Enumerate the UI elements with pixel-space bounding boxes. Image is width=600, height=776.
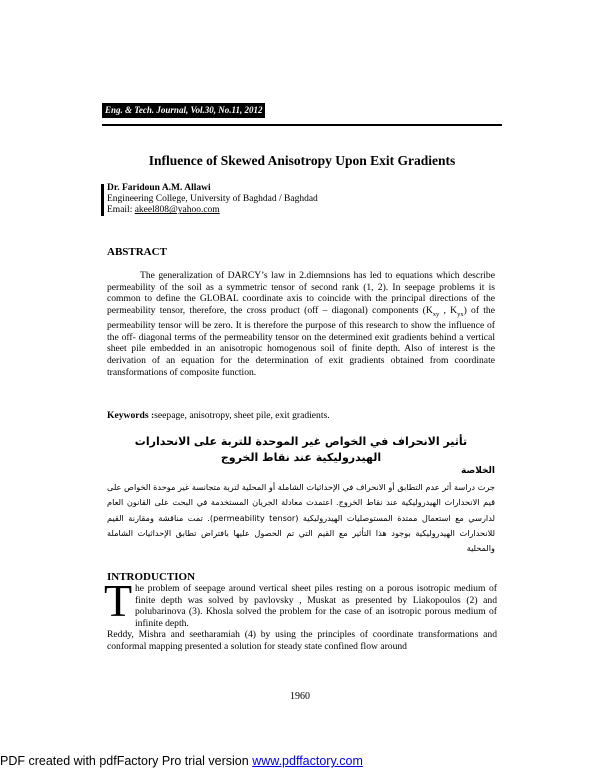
paper-title: Influence of Skewed Anisotropy Upon Exit Gradients — [148, 153, 456, 168]
arabic-title: تأثير الانحراف في الخواص غير الموحدة للتربة على الانحدارات الهيدروليكية عند نقاط الخروج — [134, 435, 468, 464]
abstract-subscript-xy: xy — [432, 310, 440, 318]
abstract-part1: The generalization of DARCY’s law in 2.diemnsions has led to equations which describe permeability of the soil as a symmetric tensor of second rank (1, 2). In seepage problems it is common to define the GLOBAL coordinate axis to coincide with the principal directions of the permeability tensor, therefore, the cross product (off – diagonal) components (K — [107, 270, 495, 316]
author-name: Dr. Faridoun A.M. Allawi — [107, 183, 211, 193]
arabic-abstract-heading: الخلاصة — [461, 466, 495, 476]
email-label: Email: — [107, 205, 133, 216]
author-block — [107, 183, 318, 217]
keywords-line — [107, 410, 497, 421]
abstract-subscript-yx: yx — [457, 310, 464, 318]
page-number: 1960 — [290, 691, 310, 702]
introduction-paragraph-2: Reddy, Mishra and seetharamiah (4) by using the principles of coordinate transformations and conformal mapping presented a solution for steady state confined flow around — [107, 629, 497, 652]
abstract-heading: ABSTRACT — [107, 246, 167, 258]
header-rule — [102, 124, 502, 126]
journal-header-banner: Eng. & Tech. Journal, Vol.30, No.11, 2012 — [102, 103, 265, 118]
footer-text: PDF created with pdfFactory Pro trial version — [0, 754, 253, 768]
keywords-label: Keywords : — [107, 410, 155, 421]
author-marker-bar — [101, 184, 104, 216]
introduction-dropcap: T — [104, 575, 133, 626]
footer-link[interactable]: www.pdffactory.com — [252, 754, 363, 768]
pdf-footer — [0, 754, 363, 768]
keywords-text: seepage, anisotropy, sheet pile, exit gradients. — [154, 410, 330, 421]
abstract-part2: , K — [439, 304, 458, 316]
arabic-abstract-text: جرت دراسة أثر عدم التطابق أو الانحراف في الإحداثيات الشاملة أو المحلية لتربة متجانسة غير موحدة الخواص على قيم الانحدارات الهيدروليكية عند نقاط الخروج. اعتمدت معادلة الجريان المستخدمة في البحث على القانون العام لدارسي مع استعمال ممتدة المستوصليات الهيدروليكية (permeability tensor). تمت مناقشة ومقارنة القيم للانحدارات الهيدروليكية بوجود هذا التأثير مع القيم التي تم الحصول عليها بافتراض تطابق الإحداثيات الشاملة والمحلية — [107, 482, 495, 554]
abstract-part3: ) of the permeability tensor will be zero. It is therefore the purpose of this research to show the influence of the off- diagonal terms of the permeability tensor on the determined exit gradients behind a vertical sheet pile embedded in an anisotropic homogenous soil of finite depth. Also of interest is the derivation of an equation for the determination of exit gradients obtained from coordinate transformations of composite function. — [107, 304, 495, 378]
introduction-paragraph-1: he problem of seepage around vertical sheet piles resting on a porous isotropic medium of finite depth was solved by pavlovsky , Muskat as presented by Liakopoulos (2) and polubarinova (3). Khosla solved the problem for the case of an isotropic porous medium of infinite depth. — [135, 583, 497, 629]
author-email-line — [107, 205, 318, 216]
abstract-text — [107, 270, 495, 378]
author-email-link[interactable]: akeel808@yahoo.com — [134, 205, 220, 216]
author-affiliation: Engineering College, University of Baghdad / Baghdad — [107, 194, 318, 205]
introduction-heading: INTRODUCTION — [107, 571, 196, 583]
